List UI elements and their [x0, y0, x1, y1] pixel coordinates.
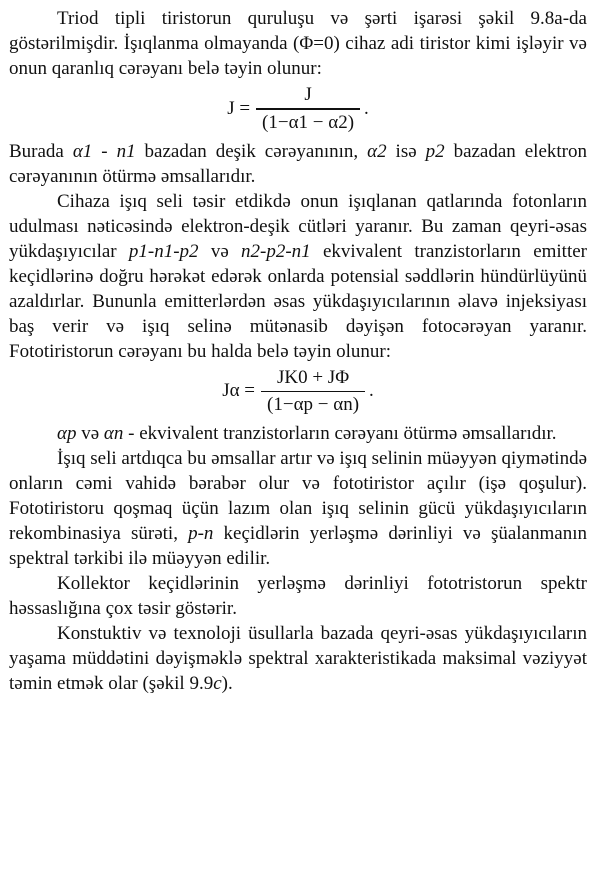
paragraph-constructive [9, 621, 587, 696]
document-page [9, 6, 587, 696]
text-run: və [198, 240, 242, 262]
text-run: isə [386, 140, 426, 162]
formula1-lhs: J = [227, 97, 251, 119]
text-run: Konstuktiv və texnoloji üsullarla bazada qeyri-əsas yükdaşıyıcıların yaşama müddətini dəyişməklə spektral xarakteristikada maksimal vəziyyət təmin etmək olar (şəkil 9.9 [9, 623, 587, 694]
symbol-alpha-p: αp [57, 423, 77, 444]
symbol-alpha2: α2 [367, 140, 387, 162]
formula2-denominator: (1−αp − αn) [267, 394, 360, 415]
paragraph-intro [9, 6, 587, 81]
paragraph-equivalent [9, 421, 587, 446]
symbol-alpha-n: αn [103, 423, 124, 444]
symbol-p1-n1-p2: p1-n1-p2 [128, 240, 199, 262]
symbol-n2-p2-n1: n2-p2-n1 [241, 240, 311, 262]
text-run: Burada [9, 140, 73, 162]
text-run: bazadan elektron cərəyanının ötürmə əmsallarıdır. [9, 140, 588, 187]
symbol-alpha1: α1 [72, 140, 93, 162]
formula2-numerator: JK0 + JΦ [276, 366, 350, 388]
text-run: ). [221, 673, 233, 694]
formula2-end: . [369, 380, 374, 402]
formula1-numerator: J [304, 84, 312, 105]
paragraph-coefficients [9, 139, 587, 189]
paragraph-light-flux [9, 446, 587, 571]
intro-text: Triod tipli tiristorun quruluşu və şərti işarəsi şəkil 9.8a-da göstərilmişdir. İşıqlanma olmayanda (Φ=0) cihaz adi tiristor kimi işləyir və onun qaranlıq cərəyanı belə təyin olunur: [9, 8, 587, 79]
text-run: ekvivalent tranzistorların emitter keçidlərinə doğru hərəkət edərək onlarda potensial səddlərin hündürlüyünü azaldırlar. Bununla emitterlərdən əsas yükdaşıyıcılarının əlavə injeksiyası baş verir və işıq selinə mütənasib dəyişən fotocərəyan yaranır. Fototiristorun cərəyanı bu halda belə təyin olunur: [9, 240, 587, 362]
paragraph-illumination [9, 189, 587, 364]
formula1-denominator: (1−α1 − α2) [262, 111, 355, 133]
text-run: və [76, 423, 104, 444]
formula1-fraction [256, 83, 360, 135]
text-run: bazadan deşik cərəyanının, [135, 140, 368, 162]
text-run: - ekvivalent tranzistorların cərəyanı ötürmə əmsallarıdır. [123, 423, 557, 444]
text-run: Cihaza işıq seli təsir etdikdə onun işıqlanan qatlarında fotonların udulması nəticəsində elektron-deşik cütləri yaranır. Bu zaman qeyri-əsas yükdaşıyıcılar [9, 190, 587, 262]
text-run: İşıq seli artdıqca bu əmsallar artır və işıq selinin müəyyən qiymətində onların cəmi vahidə bərabər olur və fototiristor açılır (işə qoşulur). Fototiristoru qoşmaq üçün lazım olan işıq selinin gücü yükdaşıyıcıların rekombinasiya sürəti, [9, 448, 587, 544]
symbol-p-n: p-n [188, 523, 214, 544]
text-run: Kollektor keçidlərinin yerləşmə dərinliyi fototristorun spektr həssaslığına çox təsir göstərir. [9, 573, 587, 619]
formula2-fraction [261, 366, 365, 418]
figure-ref-letter: c [213, 673, 222, 694]
symbol-p2: p2 [425, 140, 445, 162]
formula1-end: . [364, 97, 369, 119]
formula-dark-current [9, 83, 587, 135]
formula2-lhs: Jα = [222, 380, 256, 402]
formula-photo-current [9, 366, 587, 418]
text-run: - [92, 140, 117, 162]
symbol-n1: n1 [116, 140, 136, 162]
paragraph-collector [9, 571, 587, 621]
text-run: keçidlərin yerləşmə dərinliyi və şüalanmanın spektral tərkibi ilə müəyyən edilir. [9, 523, 587, 569]
